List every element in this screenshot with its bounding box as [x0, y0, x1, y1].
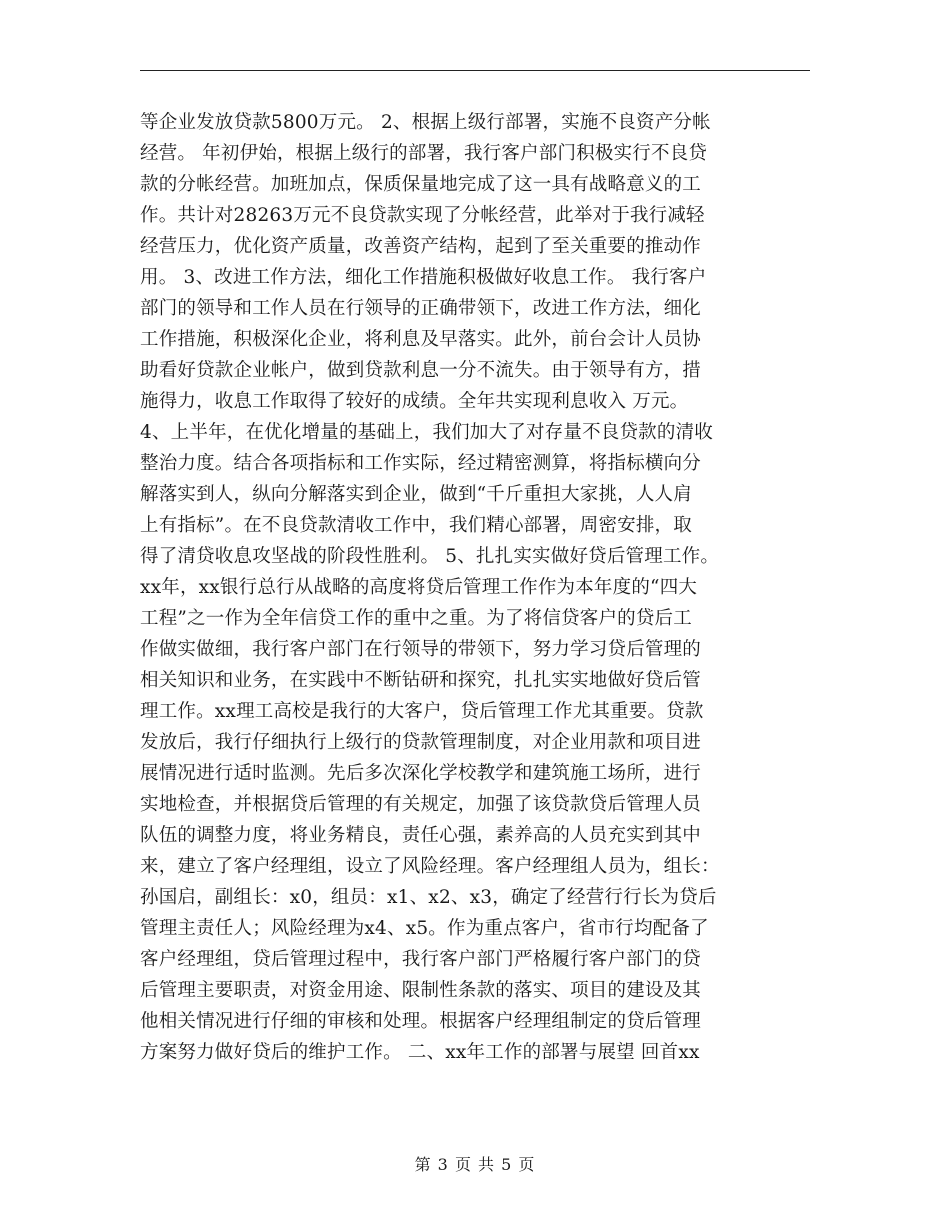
body-text: [140, 107, 810, 1068]
text-line: 解落实到人，纵向分解落实到企业，做到“千斤重担大家挑，人人肩: [140, 484, 692, 505]
text-line: 4、上半年，在优化增量的基础上，我们加大了对存量不良贷款的清收: [140, 422, 713, 443]
text-line: 孙国启，副组长：x0，组员：x1、x2、x3，确定了经营行行长为贷后: [140, 887, 717, 908]
text-line: 上有指标”。在不良贷款清收工作中，我们精心部署，周密安排，取: [140, 515, 692, 536]
text-line: 经营。 年初伊始，根据上级行的部署，我行客户部门积极实行不良贷: [140, 143, 708, 164]
text-line: 展情况进行适时监测。先后多次深化学校教学和建筑施工场所，进行: [140, 763, 702, 784]
header-rule: [140, 70, 810, 71]
text-line: 后管理主要职责，对资金用途、限制性条款的落实、项目的建设及其: [140, 980, 702, 1001]
text-line: 用。 3、改进工作方法，细化工作措施积极做好收息工作。 我行客户: [140, 267, 707, 288]
text-line: 来，建立了客户经理组，设立了风险经理。客户经理组人员为，组长：: [140, 856, 720, 877]
text-line: 等企业发放贷款5800万元。 2、根据上级行部署，实施不良资产分帐: [140, 112, 711, 133]
text-line: 款的分帐经营。加班加点，保质保量地完成了这一具有战略意义的工: [140, 174, 702, 195]
text-line: 作。共计对28263万元不良贷款实现了分帐经营，此举对于我行减轻: [140, 205, 705, 226]
text-line: 方案努力做好贷后的维护工作。 二、xx年工作的部署与展望 回首xx: [140, 1042, 700, 1063]
text-line: 发放后，我行仔细执行上级行的贷款管理制度，对企业用款和项目进: [140, 732, 702, 753]
text-line: 工程”之一作为全年信贷工作的重中之重。为了将信贷客户的贷后工: [140, 608, 692, 629]
text-line: 管理主责任人；风险经理为x4、x5。作为重点客户，省市行均配备了: [140, 918, 709, 939]
text-line: 得了清贷收息攻坚战的阶段性胜利。 5、扎扎实实做好贷后管理工作。: [140, 546, 720, 567]
text-line: 作做实做细，我行客户部门在行领导的带领下，努力学习贷后管理的: [140, 639, 702, 660]
text-line: 施得力，收息工作取得了较好的成绩。全年共实现利息收入 万元。: [140, 391, 689, 412]
text-line: 部门的领导和工作人员在行领导的正确带领下，改进工作方法，细化: [140, 298, 702, 319]
text-line: 队伍的调整力度，将业务精良，责任心强，素养高的人员充实到其中: [140, 825, 702, 846]
text-line: xx年，xx银行总行从战略的高度将贷后管理工作作为本年度的“四大: [140, 577, 698, 598]
text-line: 客户经理组，贷后管理过程中，我行客户部门严格履行客户部门的贷: [140, 949, 702, 970]
text-line: 理工作。xx理工高校是我行的大客户，贷后管理工作尤其重要。贷款: [140, 701, 704, 722]
text-line: 工作措施，积极深化企业，将利息及早落实。此外，前台会计人员协: [140, 329, 702, 350]
text-line: 整治力度。结合各项指标和工作实际，经过精密测算，将指标横向分: [140, 453, 702, 474]
text-line: 相关知识和业务，在实践中不断钻研和探究，扎扎实实地做好贷后管: [140, 670, 702, 691]
text-line: 实地检查，并根据贷后管理的有关规定，加强了该贷款贷后管理人员: [140, 794, 702, 815]
text-line: 他相关情况进行仔细的审核和处理。根据客户经理组制定的贷后管理: [140, 1011, 702, 1032]
text-line: 经营压力，优化资产质量，改善资产结构，起到了至关重要的推动作: [140, 236, 702, 257]
text-line: 助看好贷款企业帐户，做到贷款利息一分不流失。由于领导有方，措: [140, 360, 702, 381]
page-number: 第 3 页 共 5 页: [414, 1155, 536, 1174]
